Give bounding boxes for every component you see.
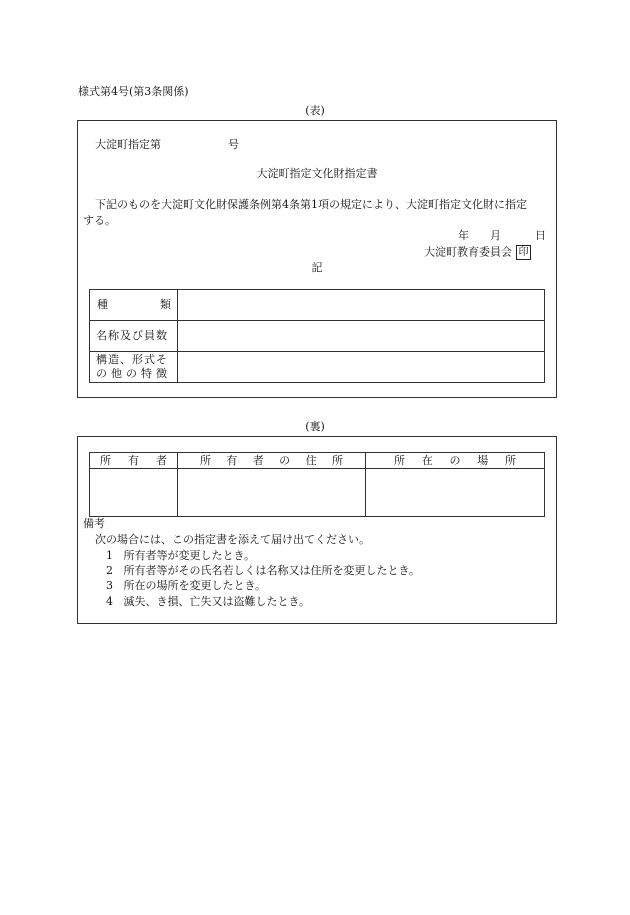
form-number: 様式第4号(第3条関係) [78,85,189,98]
table-header-row [90,453,545,469]
owner-cell[interactable] [90,469,178,517]
issue-number-prefix: 大淀町指定第 [95,138,161,151]
certificate-title: 大淀町指定文化財指定書 [256,167,378,180]
remark-item: 2 所有者等がその氏名若しくは名称又は住所を変更したとき。 [106,564,421,577]
back-box [77,436,557,624]
location-header: 所 在 の 場 所 [366,453,545,469]
front-certificate-box [77,120,557,398]
front-side-label: (表) [305,104,325,117]
kind-label-cell: 種 類 [90,290,178,321]
remark-item: 1 所有者等が変更したとき。 [106,549,256,562]
body-text-line2: する。 [83,214,116,227]
remark-item: 4 滅失、き損、亡失又は盗難したとき。 [106,595,311,608]
structure-label-cell: 構造、形式そ の他の特徴 [90,352,178,383]
remarks-title: 備考 [83,517,105,530]
seal-mark: 印 [516,245,531,260]
designation-table [89,289,545,383]
table-row [90,352,545,383]
owner-address-cell[interactable] [178,469,366,517]
owner-header: 所 有 者 [90,453,178,469]
issue-number-suffix: 号 [228,138,239,151]
owner-table [89,452,545,517]
date-day: 日 [535,229,546,242]
structure-value-cell[interactable] [178,352,545,383]
ki-heading: 記 [311,261,323,274]
name-count-value-cell[interactable] [178,321,545,352]
issuer-name: 大淀町教育委員会 [424,245,512,259]
name-count-label-cell: 名称及び員数 [90,321,178,352]
body-text-line1: 下記のものを大淀町文化財保護条例第4条第1項の規定により、大淀町指定文化財に指定 [95,198,527,211]
back-side-label: (裏) [305,420,325,433]
table-row [90,469,545,517]
date-month: 月 [490,229,501,242]
issuer [424,245,531,260]
date-year: 年 [458,229,469,242]
table-row [90,321,545,352]
owner-address-header: 所 有 者 の 住 所 [178,453,366,469]
location-cell[interactable] [366,469,545,517]
remark-item: 3 所在の場所を変更したとき。 [106,579,267,592]
kind-value-cell[interactable] [178,290,545,321]
table-row [90,290,545,321]
remarks-intro: 次の場合には、この指定書を添えて届け出てください。 [95,533,370,546]
